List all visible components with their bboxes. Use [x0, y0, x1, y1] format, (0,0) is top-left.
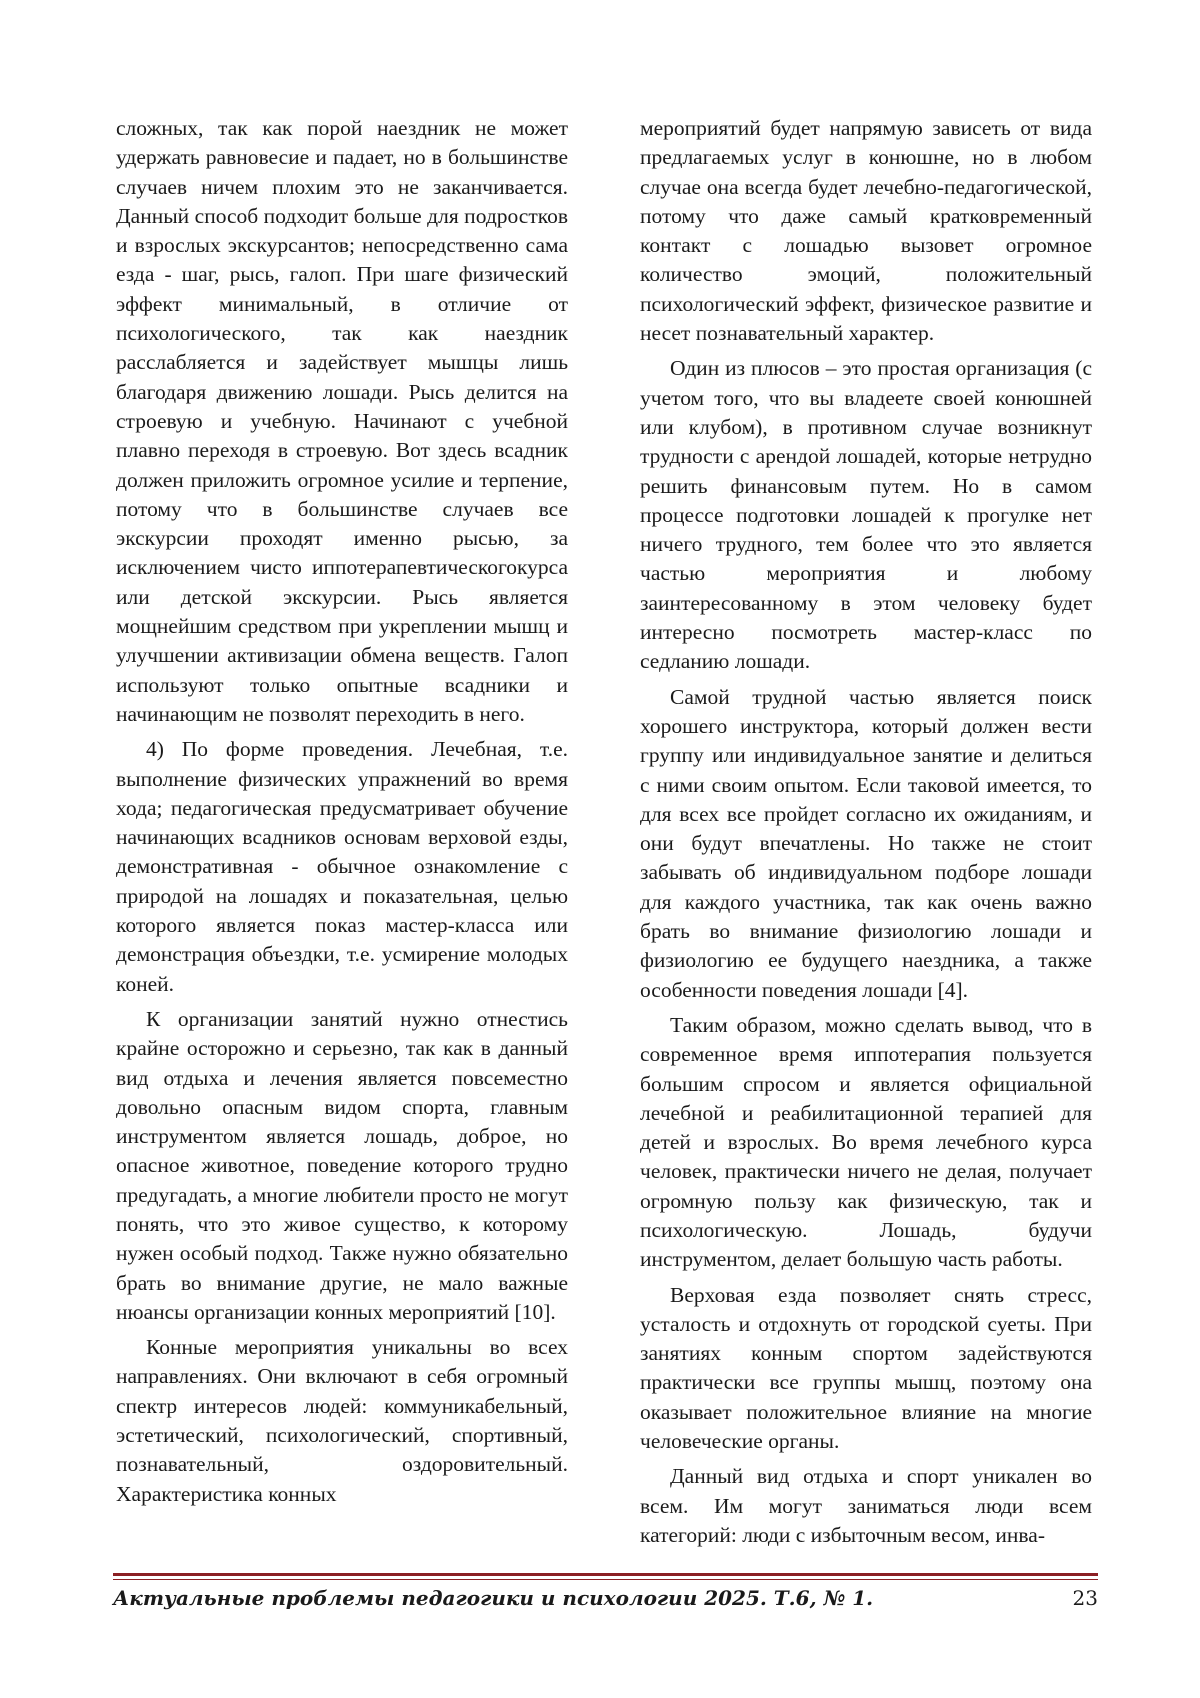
paragraph: Таким образом, можно сделать вывод, что в современное время иппотерапия пользуется большим спросом и является официальной лечебной и реабилитационной терапией для детей и взрослых. Во время лечебного курса человек, практически ничего не делая, получает огромную пользу как физическую, так и психологическую. Лошадь, будучи инструментом, делает большую часть работы. [640, 1012, 1092, 1272]
footer-rule-thin [113, 1579, 1098, 1580]
page-footer [113, 1582, 1098, 1614]
journal-citation: Актуальные проблемы педагогики и психологии 2025. Т.6, № 1. [113, 1586, 874, 1610]
paragraph: 4) По форме проведения. Лечебная, т.е. выполнение физических упражнений во время хода; педагогическая предусматривает обучение начинающих всадников основам верховой езды, демонстративная - обычное ознакомление с природой на лошадях и показательная, целью которого является показ мастер-класса или демонстрация объездки, т.е. усмирение молодых коней. [116, 737, 568, 996]
footer-rule-thick [113, 1573, 1098, 1576]
paragraph: К организации занятий нужно отнестись крайне осторожно и серьезно, так как в данный вид отдыха и лечения является повсеместно довольно опасным видом спорта, главным инструментом является лошадь, доброе, но опасное животное, поведение которого трудно предугадать, а многие любители просто не могут понять, что это живое существо, к которому нужен особый подход. Также нужно обязательно брать во внимание другие, не мало важные нюансы организации конных мероприятий [10]. [116, 1006, 568, 1324]
page-number: 23 [1072, 1586, 1098, 1610]
paragraph: Верховая езда позволяет снять стресс, усталость и отдохнуть от городской суеты. При занятиях конным спортом задействуются практически все группы мышц, поэтому она оказывает положительное влияние на многие человеческие органы. [640, 1282, 1092, 1454]
left-column [116, 114, 568, 1515]
paragraph: Самой трудной частью является поиск хорошего инструктора, который должен вести группу или индивидуальное занятие и делиться с ними своим опытом. Если таковой имеется, то для всех все пройдет согласно их ожиданиям, и они будут впечатлены. Но также не стоит забывать об индивидуальном подборе лошади для каждого участника, так как очень важно брать во внимание физиологию лошади и физиологию ее будущего наездника, а также особенности поведения лошади [4]. [640, 684, 1092, 1002]
right-column [640, 114, 1092, 1556]
paragraph: Один из плюсов – это простая организация (с учетом того, что вы владеете своей конюшней или клубом), в противном случае возникнут трудности с арендой лошадей, которые нетрудно решить финансовым путем. Но в самом процессе подготовки лошадей к прогулке нет ничего трудного, тем более что это является частью мероприятия и любому заинтересованному в этом человеку будет интересно посмотреть мастер-класс по седланию лошади. [640, 356, 1092, 674]
paragraph: Конные мероприятия уникальны во всех направлениях. Они включают в себя огромный спектр интересов людей: коммуникабельный, эстетический, психологический, спортивный, познавательный, оздоровительный. Характеристика конных [116, 1335, 568, 1506]
paragraph-continuation: сложных, так как порой наездник не может удержать равновесие и падает, но в большинстве случаев ничем плохим это не заканчивается. Данный способ подходит больше для подростков и взрослых экскурсантов; непосредственно сама езда - шаг, рысь, галоп. При шаге физический эффект минимальный, в отличие от психологического, так как наездник расслабляется и задействует мышцы лишь благодаря движению лошади. Рысь делится на строевую и учебную. Начинают с учебной плавно переходя в строевую. Вот здесь всадник должен приложить огромное усилие и терпение, потому что в большинстве случаев все экскурсии проходят именно рысью, за исключением чисто иппотерапевтическогокурса или детской экскурсии. Рысь является мощнейшим средством при укреплении мышц и улучшении активизации обмена веществ. Галоп используют только опытные всадники и начинающим не позволят переходить в него. [116, 116, 568, 726]
paragraph-continuation: мероприятий будет напрямую зависеть от вида предлагаемых услуг в конюшне, но в любом случае она всегда будет лечебно-педагогической, потому что даже самый кратковременный контакт с лошадью вызовет огромное количество эмоций, положительный психологический эффект, физическое развитие и несет познавательный характер. [640, 116, 1092, 346]
paragraph: Данный вид отдыха и спорт уникален во всем. Им могут заниматься люди всем категорий: люди с избыточным весом, инва- [640, 1464, 1092, 1547]
